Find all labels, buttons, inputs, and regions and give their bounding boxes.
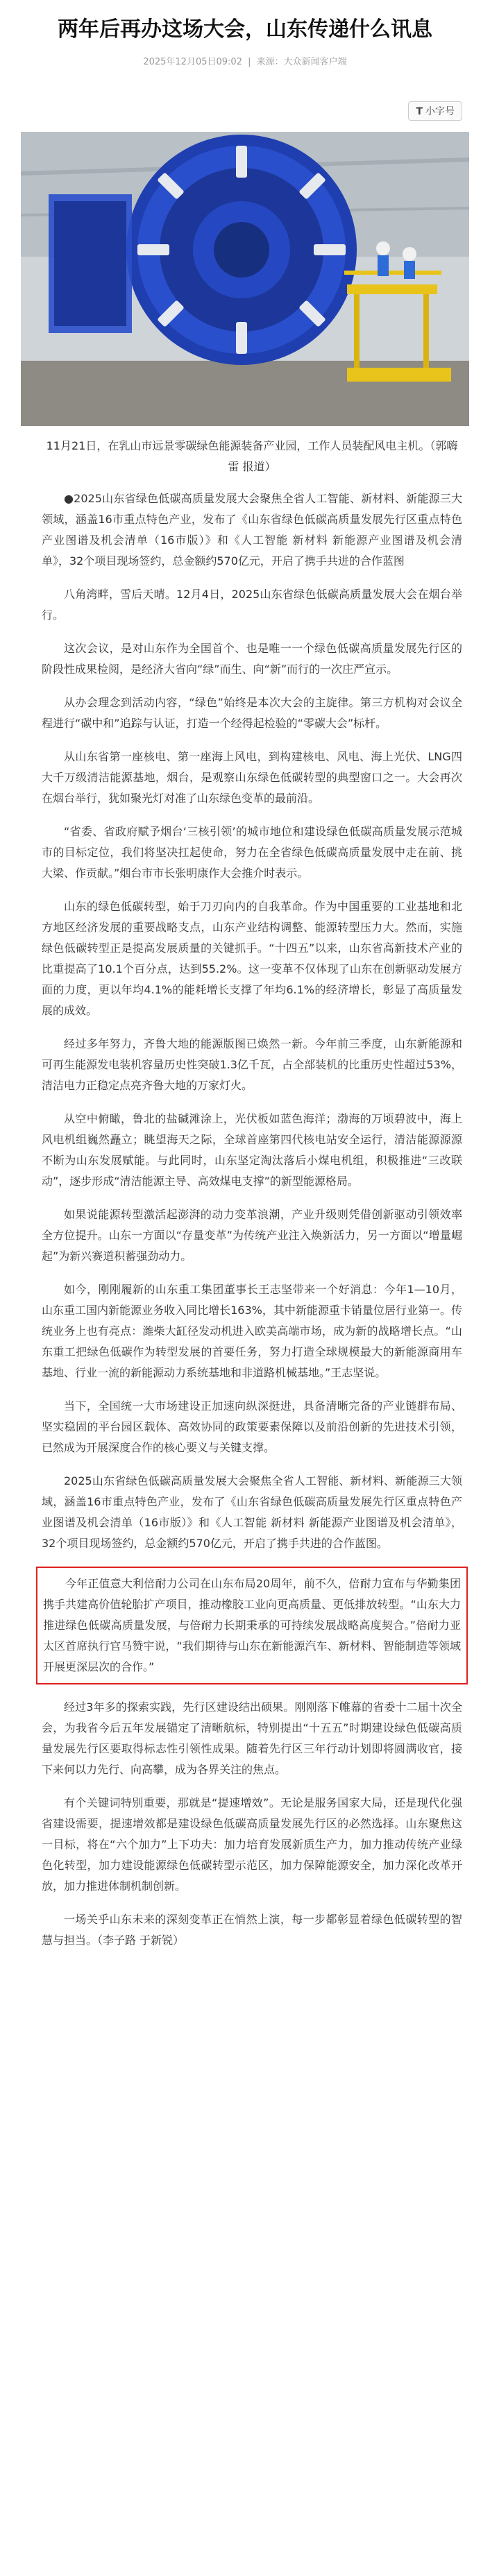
font-size-toggle-button[interactable] bbox=[408, 101, 462, 121]
article-paragraph: 山东的绿色低碳转型，始于刀刃向内的自我革命。作为中国重要的工业基地和北方地区经济发展的重要战略支点，山东产业结构调整、能源转型压力大。然而，实施绿色低碳转型正是提高发展质量的关键抓手。“十四五”以来，山东省高新技术产业的比重提高了10.1个百分点，达到55.2%。这一变革不仅体现了山东在创新驱动发展方面的力度，更以年均4.1%的能耗增长支撑了年均6.1%的经济增长，彰显了高质量发展的成效。 bbox=[42, 900, 462, 1017]
meta-separator: | bbox=[248, 57, 251, 67]
article-paragraph: 从办会理念到活动内容，“绿色”始终是本次大会的主旋律。第三方机构对会议全程进行“碳中和”追踪与认证，打造一个经得起检验的“零碳大会”标杆。 bbox=[42, 696, 462, 730]
highlighted-paragraph: 今年正值意大利倍耐力公司在山东布局20周年，前不久，倍耐力宣布与华勤集团携手共建高价值轮胎扩产项目，推动橡胶工业向更高质量、更低排放转型。“山东大力推进绿色低碳高质量发展，与倍耐力长期秉承的可持续发展战略高度契合。”倍耐力亚太区首席执行官马赞宇说，“我们期待与山东在新能源汽车、新材料、智能制造等领域开展更深层次的合作。” bbox=[43, 1577, 461, 1673]
article-paragraph: 有个关键词特别重要，那就是“提速增效”。无论是服务国家大局，还是现代化强省建设需要，提速增效都是建设绿色低碳高质量发展先行区的必然选择。山东聚焦这一目标，将在“六个加力”上下功夫：加力培育发展新质生产力，加力推动传统产业绿色化转型，加力建设能源绿色低碳转型示范区，加力保障能源安全，加力深化改革开放，加力推进体制机制创新。 bbox=[42, 1796, 462, 1893]
publish-date: 2025年12月05日09:02 bbox=[143, 57, 242, 67]
article-paragraph: 从空中俯瞰，鲁北的盐碱滩涂上，光伏板如蓝色海洋；渤海的万顷碧波中，海上风电机组巍然矗立；眺望海天之际，全球首座第四代核电站安全运行，清洁能源源源不断为山东发展赋能。与此同时，山东坚定淘汰落后小煤电机组，积极推进“三改联动”，逐步形成“清洁能源主导、高效煤电支撑”的新型能源格局。 bbox=[42, 1112, 462, 1188]
article-body bbox=[42, 436, 462, 1963]
article-title: 两年后再办这场大会，山东传递什么讯息 bbox=[58, 17, 432, 42]
article-paragraph: 这次会议，是对山东作为全国首个、也是唯一一个绿色低碳高质量发展先行区的阶段性成果检阅，是经济大省向“绿”而生、向“新”而行的一次庄严宣示。 bbox=[42, 642, 462, 676]
article-paragraph: 经过3年多的探索实践，先行区建设结出硕果。刚刚落下帷幕的省委十二届十次全会，为我省今后五年发展锚定了清晰航标，特别提出“十五五”时期建设绿色低碳高质量发展先行区要取得标志性引领性成果。随着先行区三年行动计划即将圆满收官，接下来何以力先行、向高攀，成为各界关注的焦点。 bbox=[42, 1700, 462, 1776]
highlighted-paragraph-box bbox=[36, 1567, 468, 1684]
article-paragraph: 八角湾畔，雪后天晴。12月4日，2025山东省绿色低碳高质量发展大会在烟台举行。 bbox=[42, 588, 462, 622]
article-source: 来源：大众新闻客户端 bbox=[256, 57, 347, 67]
article-paragraph: 如果说能源转型激活起澎湃的动力变革浪潮，产业升级则凭借创新驱动引领效率全方位提升。山东一方面以“存量变革”为传统产业注入焕新活力，另一方面以“增量崛起”为新兴赛道积蓄强劲动力。 bbox=[42, 1208, 462, 1263]
article-paragraph: 从山东省第一座核电、第一座海上风电，到构建核电、风电、海上光伏、LNG四大千万级清洁能源基地，烟台，是观察山东绿色低碳转型的典型窗口之一。大会再次在烟台举行，犹如聚光灯对准了山东绿色变革的最前沿。 bbox=[42, 750, 462, 805]
article-paragraph: ●2025山东省绿色低碳高质量发展大会聚焦全省人工智能、新材料、新能源三大领域，涵盖16市重点特色产业，发布了《山东省绿色低碳高质量发展先行区重点特色产业图谱及机会清单（16市版）》和《人工智能 新材料 新能源产业图谱及机会清单》，32个项目现场签约，总金额约570亿元，开启了携手共进的合作蓝图 bbox=[42, 492, 462, 568]
article-paragraph: 一场关乎山东未来的深刻变革正在悄然上演，每一步都彰显着绿色低碳转型的智慧与担当。（李子路 于新锐） bbox=[42, 1913, 462, 1947]
article-photo bbox=[21, 132, 469, 426]
photo-caption: 11月21日，在乳山市远景零碳绿色能源装备产业园，工作人员装配风电主机。（郭嗨雷 报道） bbox=[46, 439, 458, 473]
font-size-icon: T bbox=[416, 106, 423, 117]
article-paragraph: “省委、省政府赋予烟台‘三核引领’的城市地位和建设绿色低碳高质量发展示范城市的目标定位，我们将坚决扛起使命，努力在全省绿色低碳高质量发展中走在前、挑大梁、作贡献。”烟台市市长张明康作大会推介时表示。 bbox=[42, 825, 462, 880]
article-paragraph: 2025山东省绿色低碳高质量发展大会聚焦全省人工智能、新材料、新能源三大领域，涵盖16市重点特色产业，发布了《山东省绿色低碳高质量发展先行区重点特色产业图谱及机会清单（16市版）》和《人工智能 新材料 新能源产业图谱及机会清单》，32个项目现场签约，总金额约570亿元，开启了携手共进的合作蓝图。 bbox=[42, 1474, 462, 1550]
article-paragraph: 当下，全国统一大市场建设正加速向纵深挺进，具备清晰完备的产业链群布局、坚实稳固的平台园区载体、高效协同的政策要素保障以及前沿创新的先进技术引领，已然成为开展深度合作的核心要义与关键支撑。 bbox=[42, 1399, 462, 1454]
article-paragraph: 经过多年努力，齐鲁大地的能源版图已焕然一新。今年前三季度，山东新能源和可再生能源发电装机容量历史性突破1.3亿千瓦，占全部装机的比重历史性超过53%，清洁电力正稳定点亮齐鲁大地的万家灯火。 bbox=[42, 1037, 462, 1092]
article-paragraph: 如今，刚刚履新的山东重工集团董事长王志坚带来一个好消息：今年1—10月，山东重工国内新能源业务收入同比增长163%，其中新能源重卡销量位居行业第一。传统业务上也有亮点：潍柴大缸径发动机进入欧美高端市场，成为新的战略增长点。“山东重工把绿色低碳作为转型发展的首要任务，努力打造全球规模最大的新能源商用车基地、行业一流的新能源动力系统基地和非道路机械基地。”王志坚说。 bbox=[42, 1283, 462, 1379]
wind-turbine-hub-illustration bbox=[21, 132, 469, 426]
article-meta bbox=[0, 54, 490, 67]
font-size-label: 小字号 bbox=[425, 106, 455, 117]
